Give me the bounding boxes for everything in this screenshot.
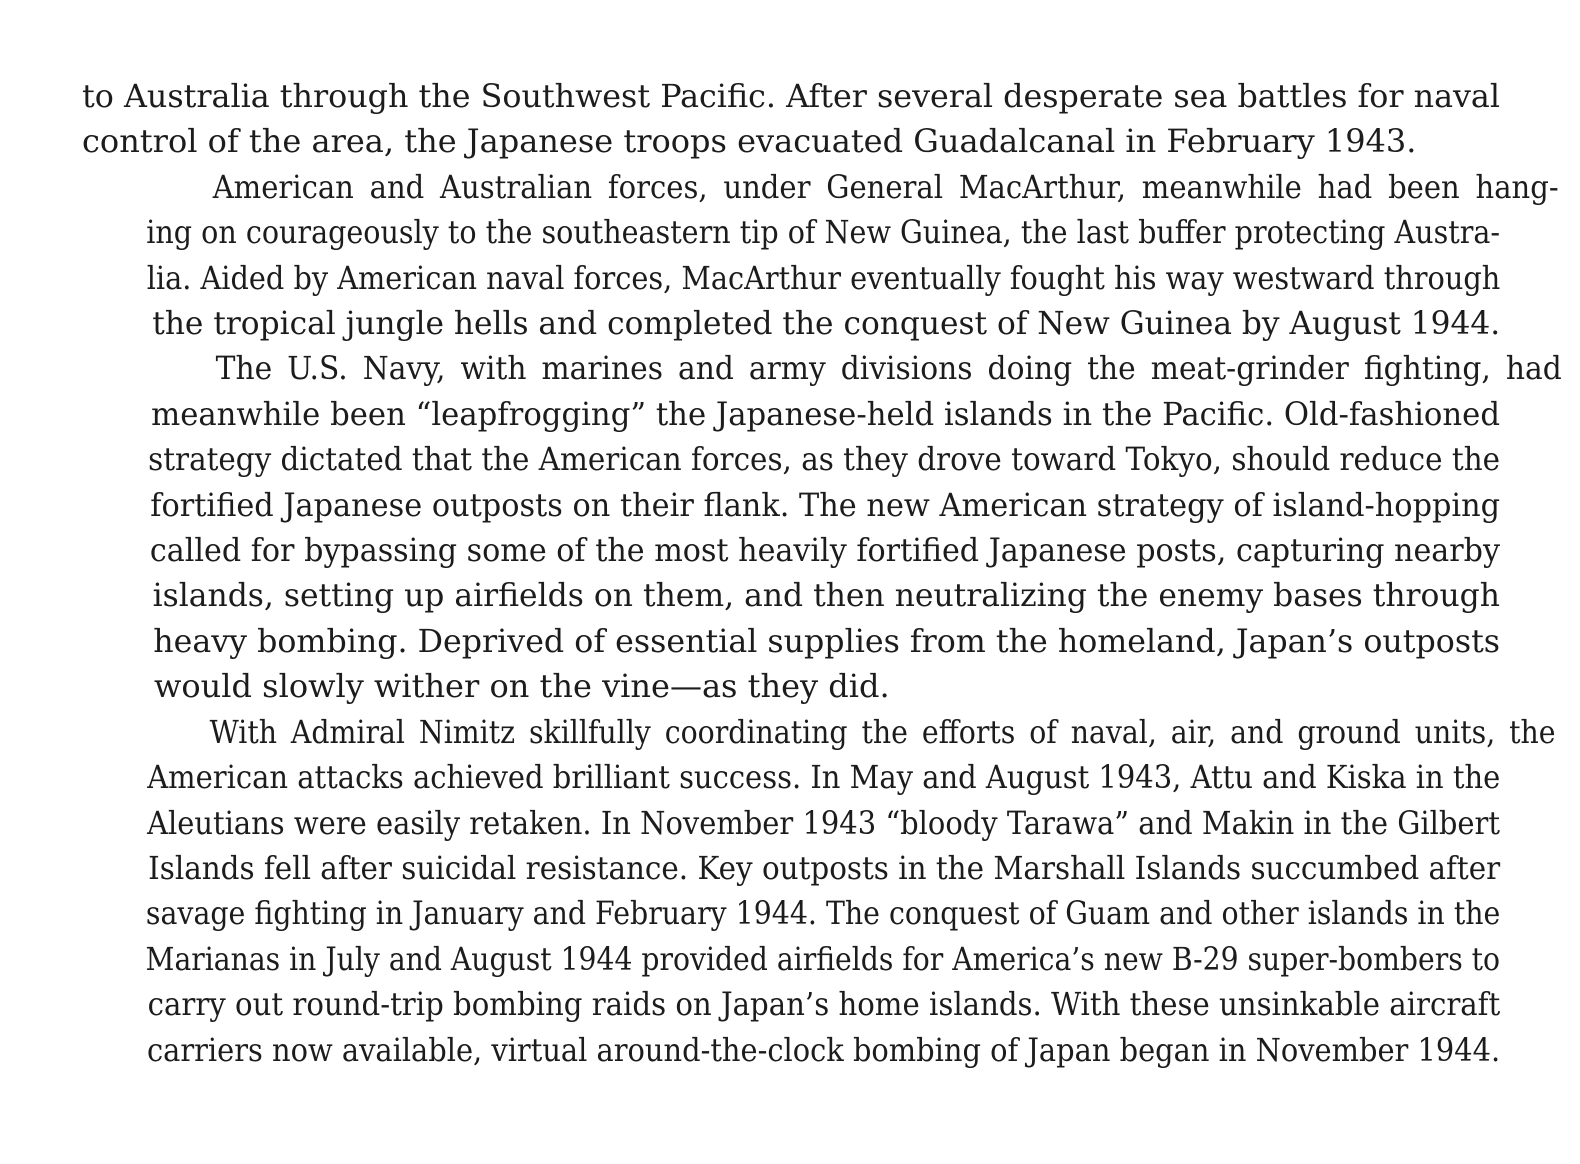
text-line: strategy dictated that the American forces, as they drove toward Tokyo, should reduce the — [148, 440, 1501, 479]
paragraph-4 — [82, 710, 1556, 1073]
paragraph-3 — [82, 346, 1562, 709]
text-line: With Admiral Nimitz skillfully coordinating the efforts of naval, air, and ground units, the — [209, 712, 1556, 751]
text-line: The U.S. Navy, with marines and army divisions doing the meat-grinder fighting, had — [215, 349, 1562, 388]
text-line: to Australia through the Southwest Pacific. After several desperate sea battles for naval — [82, 77, 1500, 115]
paragraph-1 — [82, 74, 1500, 165]
text-line: meanwhile been “leapfrogging” the Japanese-held islands in the Pacific. Old-fashioned — [151, 394, 1500, 433]
text-line: carriers now available, virtual around-the-clock bombing of Japan began in November 1944. — [146, 1030, 1501, 1069]
paragraph-2 — [82, 165, 1559, 347]
document-page — [82, 74, 1562, 1073]
text-line: islands, setting up airfields on them, and then neutralizing the enemy bases through — [152, 576, 1500, 615]
text-line: Islands fell after suicidal resistance. Key outposts in the Marshall Islands succumbed after — [148, 848, 1501, 887]
text-line: Aleutians were easily retaken. In November 1943 “bloody Tarawa” and Makin in the Gilbert — [147, 803, 1500, 842]
text-line: American attacks achieved brilliant success. In May and August 1943, Attu and Kiska in the — [147, 758, 1501, 797]
text-line: would slowly wither on the vine—as they did. — [154, 667, 890, 706]
text-line: lia. Aided by American naval forces, MacArthur eventually fought his way westward through — [146, 258, 1501, 297]
text-line: heavy bombing. Deprived of essential supplies from the homeland, Japan’s outposts — [153, 621, 1501, 660]
text-line: American and Australian forces, under General MacArthur, meanwhile had been hang- — [212, 167, 1559, 206]
text-line: fortified Japanese outposts on their flank. The new American strategy of island-hopping — [150, 485, 1501, 524]
text-line: ing on courageously to the southeastern tip of New Guinea, the last buffer protecting Austra- — [146, 213, 1501, 252]
text-line: carry out round-trip bombing raids on Japan’s home islands. With these unsinkable aircraft — [147, 985, 1501, 1024]
text-line: control of the area, the Japanese troops evacuated Guadalcanal in February 1943. — [82, 122, 1417, 161]
text-line: savage fighting in January and February 1944. The conquest of Guam and other islands in the — [145, 894, 1501, 933]
text-line: called for bypassing some of the most heavily fortified Japanese posts, capturing nearby — [149, 531, 1501, 570]
text-line: Marianas in July and August 1944 provided airfields for America’s new B-29 super-bombers to — [145, 939, 1501, 978]
text-line: the tropical jungle hells and completed the conquest of New Guinea by August 1944. — [152, 304, 1501, 343]
